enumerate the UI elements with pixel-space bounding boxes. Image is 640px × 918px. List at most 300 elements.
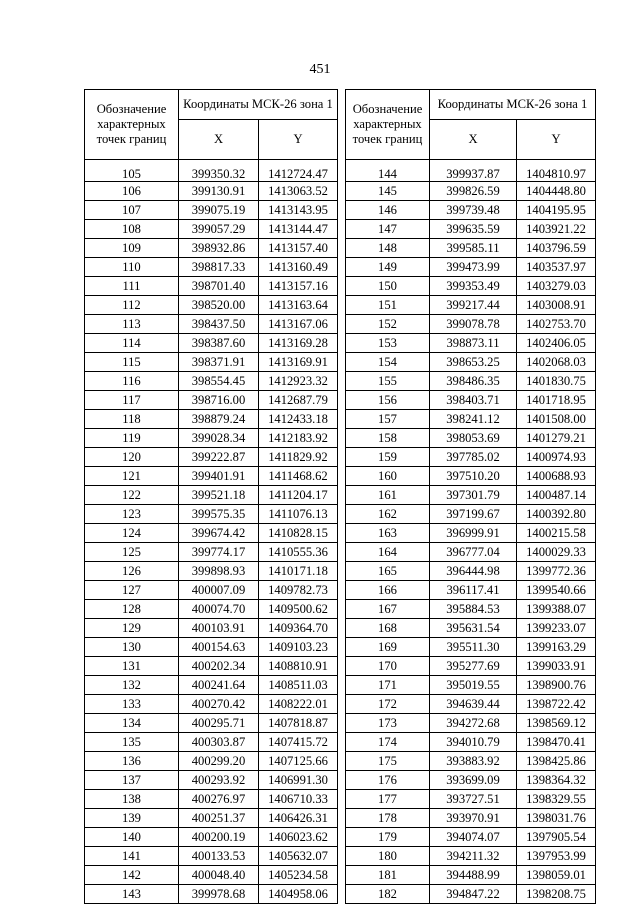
point-number-cell: 124: [85, 524, 179, 543]
point-number-cell: 180: [346, 847, 430, 866]
y-coordinate-cell: 1398425.86: [517, 752, 596, 771]
table-row: [346, 657, 596, 676]
y-column-header: Y: [259, 120, 338, 160]
x-coordinate-cell: 395511.30: [430, 638, 517, 657]
y-coordinate-cell: 1406710.33: [259, 790, 338, 809]
table-row: [346, 505, 596, 524]
point-number-cell: 117: [85, 391, 179, 410]
point-number-cell: 171: [346, 676, 430, 695]
table-row: [346, 315, 596, 334]
point-number-cell: 144: [346, 160, 430, 182]
y-coordinate-cell: 1412923.32: [259, 372, 338, 391]
y-coordinate-cell: 1406426.31: [259, 809, 338, 828]
y-coordinate-cell: 1398470.41: [517, 733, 596, 752]
x-coordinate-cell: 399057.29: [179, 220, 259, 239]
point-number-cell: 139: [85, 809, 179, 828]
table-row: [346, 581, 596, 600]
table-row: [85, 600, 338, 619]
point-number-cell: 137: [85, 771, 179, 790]
x-coordinate-cell: 399575.35: [179, 505, 259, 524]
point-number-cell: 129: [85, 619, 179, 638]
x-coordinate-cell: 398403.71: [430, 391, 517, 410]
table-body-right: [346, 160, 596, 904]
table-row: [85, 771, 338, 790]
x-coordinate-cell: 400295.71: [179, 714, 259, 733]
y-coordinate-cell: 1402406.05: [517, 334, 596, 353]
point-number-cell: 146: [346, 201, 430, 220]
y-coordinate-cell: 1397953.99: [517, 847, 596, 866]
x-coordinate-cell: 400133.53: [179, 847, 259, 866]
y-column-header: Y: [517, 120, 596, 160]
x-coordinate-cell: 399222.87: [179, 448, 259, 467]
point-number-cell: 167: [346, 600, 430, 619]
y-coordinate-cell: 1413157.16: [259, 277, 338, 296]
table-row: [85, 695, 338, 714]
table-row: [346, 258, 596, 277]
table-row: [346, 486, 596, 505]
table-row: [85, 429, 338, 448]
x-coordinate-cell: 398554.45: [179, 372, 259, 391]
x-coordinate-cell: 398371.91: [179, 353, 259, 372]
table-row: [85, 160, 338, 182]
y-coordinate-cell: 1407818.87: [259, 714, 338, 733]
y-coordinate-cell: 1406991.30: [259, 771, 338, 790]
table-row: [346, 296, 596, 315]
x-coordinate-cell: 399217.44: [430, 296, 517, 315]
x-coordinate-cell: 399028.34: [179, 429, 259, 448]
table-row: [346, 467, 596, 486]
point-number-cell: 179: [346, 828, 430, 847]
table-row: [85, 657, 338, 676]
y-coordinate-cell: 1412433.18: [259, 410, 338, 429]
point-number-cell: 114: [85, 334, 179, 353]
x-coordinate-cell: 399350.32: [179, 160, 259, 182]
x-coordinate-cell: 393699.09: [430, 771, 517, 790]
x-coordinate-cell: 399521.18: [179, 486, 259, 505]
table-row: [85, 201, 338, 220]
point-number-cell: 158: [346, 429, 430, 448]
x-coordinate-cell: 400074.70: [179, 600, 259, 619]
point-number-cell: 159: [346, 448, 430, 467]
y-coordinate-cell: 1409500.62: [259, 600, 338, 619]
point-number-cell: 134: [85, 714, 179, 733]
point-number-cell: 143: [85, 885, 179, 904]
y-coordinate-cell: 1407415.72: [259, 733, 338, 752]
point-number-cell: 172: [346, 695, 430, 714]
point-number-cell: 163: [346, 524, 430, 543]
table-row: [346, 638, 596, 657]
point-number-cell: 130: [85, 638, 179, 657]
y-coordinate-cell: 1411076.13: [259, 505, 338, 524]
table-row: [85, 277, 338, 296]
point-number-cell: 105: [85, 160, 179, 182]
x-coordinate-cell: 395019.55: [430, 676, 517, 695]
y-coordinate-cell: 1398059.01: [517, 866, 596, 885]
y-coordinate-cell: 1402068.03: [517, 353, 596, 372]
x-coordinate-cell: 399978.68: [179, 885, 259, 904]
point-number-cell: 168: [346, 619, 430, 638]
point-number-cell: 148: [346, 239, 430, 258]
y-coordinate-cell: 1403008.91: [517, 296, 596, 315]
point-number-cell: 110: [85, 258, 179, 277]
point-number-cell: 151: [346, 296, 430, 315]
y-coordinate-cell: 1413169.91: [259, 353, 338, 372]
x-coordinate-cell: 397510.20: [430, 467, 517, 486]
x-column-header: X: [179, 120, 259, 160]
x-coordinate-cell: 398653.25: [430, 353, 517, 372]
y-coordinate-cell: 1400392.80: [517, 505, 596, 524]
table-row: [85, 486, 338, 505]
y-coordinate-cell: 1398208.75: [517, 885, 596, 904]
point-number-cell: 173: [346, 714, 430, 733]
table-row: [85, 790, 338, 809]
y-coordinate-cell: 1404195.95: [517, 201, 596, 220]
y-coordinate-cell: 1412687.79: [259, 391, 338, 410]
y-coordinate-cell: 1398569.12: [517, 714, 596, 733]
table-row: [346, 600, 596, 619]
point-number-cell: 165: [346, 562, 430, 581]
x-coordinate-cell: 396777.04: [430, 543, 517, 562]
y-coordinate-cell: 1400215.58: [517, 524, 596, 543]
point-number-cell: 122: [85, 486, 179, 505]
table-row: [346, 790, 596, 809]
table-row: [346, 160, 596, 182]
y-coordinate-cell: 1404958.06: [259, 885, 338, 904]
table-row: [346, 885, 596, 904]
y-coordinate-cell: 1408511.03: [259, 676, 338, 695]
y-coordinate-cell: 1398364.32: [517, 771, 596, 790]
point-number-cell: 116: [85, 372, 179, 391]
x-coordinate-cell: 398520.00: [179, 296, 259, 315]
point-number-cell: 157: [346, 410, 430, 429]
table-row: [85, 353, 338, 372]
y-coordinate-cell: 1399033.91: [517, 657, 596, 676]
table-row: [346, 524, 596, 543]
y-coordinate-cell: 1400487.14: [517, 486, 596, 505]
table-row: [85, 828, 338, 847]
point-number-cell: 120: [85, 448, 179, 467]
y-coordinate-cell: 1413143.95: [259, 201, 338, 220]
table-row: [346, 695, 596, 714]
table-row: [346, 410, 596, 429]
point-number-cell: 106: [85, 182, 179, 201]
point-number-cell: 125: [85, 543, 179, 562]
y-coordinate-cell: 1412724.47: [259, 160, 338, 182]
table-row: [85, 448, 338, 467]
point-number-cell: 155: [346, 372, 430, 391]
y-coordinate-cell: 1400029.33: [517, 543, 596, 562]
table-row: [346, 220, 596, 239]
table-row: [346, 752, 596, 771]
y-coordinate-cell: 1406023.62: [259, 828, 338, 847]
x-coordinate-cell: 398387.60: [179, 334, 259, 353]
point-number-cell: 161: [346, 486, 430, 505]
point-number-cell: 154: [346, 353, 430, 372]
y-coordinate-cell: 1405632.07: [259, 847, 338, 866]
coordinates-header: Координаты МСК-26 зона 1: [179, 90, 338, 120]
y-coordinate-cell: 1401508.00: [517, 410, 596, 429]
y-coordinate-cell: 1413157.40: [259, 239, 338, 258]
table-row: [346, 866, 596, 885]
y-coordinate-cell: 1412183.92: [259, 429, 338, 448]
table-row: [85, 296, 338, 315]
point-number-cell: 128: [85, 600, 179, 619]
point-designation-header: Обозначение характерных точек границ: [346, 90, 430, 160]
point-number-cell: 162: [346, 505, 430, 524]
table-row: [85, 315, 338, 334]
y-coordinate-cell: 1397905.54: [517, 828, 596, 847]
x-coordinate-cell: 400007.09: [179, 581, 259, 600]
y-coordinate-cell: 1398722.42: [517, 695, 596, 714]
y-coordinate-cell: 1408222.01: [259, 695, 338, 714]
table-row: [85, 543, 338, 562]
table-row: [85, 714, 338, 733]
point-number-cell: 174: [346, 733, 430, 752]
x-coordinate-cell: 397199.67: [430, 505, 517, 524]
point-number-cell: 169: [346, 638, 430, 657]
x-coordinate-cell: 400251.37: [179, 809, 259, 828]
table-row: [85, 847, 338, 866]
table-row: [85, 258, 338, 277]
point-number-cell: 127: [85, 581, 179, 600]
point-number-cell: 113: [85, 315, 179, 334]
x-coordinate-cell: 394847.22: [430, 885, 517, 904]
table-row: [85, 182, 338, 201]
y-coordinate-cell: 1403921.22: [517, 220, 596, 239]
y-coordinate-cell: 1398900.76: [517, 676, 596, 695]
y-coordinate-cell: 1413160.49: [259, 258, 338, 277]
x-coordinate-cell: 400200.19: [179, 828, 259, 847]
y-coordinate-cell: 1401718.95: [517, 391, 596, 410]
x-coordinate-cell: 400202.34: [179, 657, 259, 676]
table-row: [346, 429, 596, 448]
x-coordinate-cell: 400303.87: [179, 733, 259, 752]
table-row: [85, 562, 338, 581]
x-coordinate-cell: 399473.99: [430, 258, 517, 277]
point-number-cell: 118: [85, 410, 179, 429]
point-number-cell: 135: [85, 733, 179, 752]
point-number-cell: 112: [85, 296, 179, 315]
point-number-cell: 160: [346, 467, 430, 486]
point-number-cell: 156: [346, 391, 430, 410]
y-coordinate-cell: 1399163.29: [517, 638, 596, 657]
point-number-cell: 107: [85, 201, 179, 220]
y-coordinate-cell: 1405234.58: [259, 866, 338, 885]
x-coordinate-cell: 396999.91: [430, 524, 517, 543]
y-coordinate-cell: 1411204.17: [259, 486, 338, 505]
table-row: [85, 372, 338, 391]
x-column-header: X: [430, 120, 517, 160]
x-coordinate-cell: 399130.91: [179, 182, 259, 201]
y-coordinate-cell: 1413169.28: [259, 334, 338, 353]
table-body-left: [85, 160, 338, 904]
y-coordinate-cell: 1399388.07: [517, 600, 596, 619]
point-number-cell: 170: [346, 657, 430, 676]
point-number-cell: 132: [85, 676, 179, 695]
table-row: [346, 562, 596, 581]
y-coordinate-cell: 1410828.15: [259, 524, 338, 543]
table-row: [85, 505, 338, 524]
point-number-cell: 178: [346, 809, 430, 828]
y-coordinate-cell: 1407125.66: [259, 752, 338, 771]
table-row: [85, 733, 338, 752]
table-row: [346, 733, 596, 752]
table-row: [346, 828, 596, 847]
table-row: [346, 771, 596, 790]
point-number-cell: 115: [85, 353, 179, 372]
y-coordinate-cell: 1413144.47: [259, 220, 338, 239]
point-number-cell: 181: [346, 866, 430, 885]
y-coordinate-cell: 1403796.59: [517, 239, 596, 258]
x-coordinate-cell: 399353.49: [430, 277, 517, 296]
point-number-cell: 176: [346, 771, 430, 790]
point-number-cell: 123: [85, 505, 179, 524]
x-coordinate-cell: 395631.54: [430, 619, 517, 638]
y-coordinate-cell: 1401279.21: [517, 429, 596, 448]
coordinates-header: Координаты МСК-26 зона 1: [430, 90, 596, 120]
table-row: [346, 543, 596, 562]
x-coordinate-cell: 398053.69: [430, 429, 517, 448]
x-coordinate-cell: 400103.91: [179, 619, 259, 638]
point-number-cell: 149: [346, 258, 430, 277]
y-coordinate-cell: 1403279.03: [517, 277, 596, 296]
point-number-cell: 136: [85, 752, 179, 771]
y-coordinate-cell: 1409782.73: [259, 581, 338, 600]
x-coordinate-cell: 398701.40: [179, 277, 259, 296]
point-number-cell: 121: [85, 467, 179, 486]
y-coordinate-cell: 1399772.36: [517, 562, 596, 581]
x-coordinate-cell: 399674.42: [179, 524, 259, 543]
point-number-cell: 108: [85, 220, 179, 239]
y-coordinate-cell: 1413167.06: [259, 315, 338, 334]
point-number-cell: 141: [85, 847, 179, 866]
point-number-cell: 133: [85, 695, 179, 714]
point-number-cell: 119: [85, 429, 179, 448]
x-coordinate-cell: 399826.59: [430, 182, 517, 201]
x-coordinate-cell: 399401.91: [179, 467, 259, 486]
x-coordinate-cell: 398932.86: [179, 239, 259, 258]
point-number-cell: 140: [85, 828, 179, 847]
table-row: [85, 866, 338, 885]
x-coordinate-cell: 398241.12: [430, 410, 517, 429]
x-coordinate-cell: 400299.20: [179, 752, 259, 771]
table-row: [346, 809, 596, 828]
x-coordinate-cell: 394211.32: [430, 847, 517, 866]
point-number-cell: 109: [85, 239, 179, 258]
table-row: [346, 239, 596, 258]
y-coordinate-cell: 1401830.75: [517, 372, 596, 391]
table-row: [346, 847, 596, 866]
table-row: [346, 372, 596, 391]
x-coordinate-cell: 399774.17: [179, 543, 259, 562]
table-row: [346, 353, 596, 372]
table-row: [85, 410, 338, 429]
coordinates-table-left: [84, 89, 338, 904]
table-row: [85, 220, 338, 239]
table-row: [85, 524, 338, 543]
table-row: [346, 619, 596, 638]
y-coordinate-cell: 1404448.80: [517, 182, 596, 201]
y-coordinate-cell: 1411468.62: [259, 467, 338, 486]
x-coordinate-cell: 400276.97: [179, 790, 259, 809]
point-number-cell: 145: [346, 182, 430, 201]
x-coordinate-cell: 394272.68: [430, 714, 517, 733]
y-coordinate-cell: 1404810.97: [517, 160, 596, 182]
x-coordinate-cell: 399635.59: [430, 220, 517, 239]
y-coordinate-cell: 1408810.91: [259, 657, 338, 676]
x-coordinate-cell: 400293.92: [179, 771, 259, 790]
table-row: [85, 638, 338, 657]
x-coordinate-cell: 399078.78: [430, 315, 517, 334]
table-row: [85, 619, 338, 638]
coordinates-table-right: [345, 89, 596, 904]
x-coordinate-cell: 400241.64: [179, 676, 259, 695]
table-row: [85, 752, 338, 771]
y-coordinate-cell: 1398329.55: [517, 790, 596, 809]
table-row: [85, 885, 338, 904]
point-number-cell: 150: [346, 277, 430, 296]
y-coordinate-cell: 1399540.66: [517, 581, 596, 600]
table-row: [346, 334, 596, 353]
point-number-cell: 182: [346, 885, 430, 904]
y-coordinate-cell: 1409364.70: [259, 619, 338, 638]
x-coordinate-cell: 398437.50: [179, 315, 259, 334]
point-number-cell: 138: [85, 790, 179, 809]
x-coordinate-cell: 398716.00: [179, 391, 259, 410]
y-coordinate-cell: 1403537.97: [517, 258, 596, 277]
point-number-cell: 175: [346, 752, 430, 771]
x-coordinate-cell: 394639.44: [430, 695, 517, 714]
y-coordinate-cell: 1400688.93: [517, 467, 596, 486]
x-coordinate-cell: 394010.79: [430, 733, 517, 752]
x-coordinate-cell: 397785.02: [430, 448, 517, 467]
point-number-cell: 177: [346, 790, 430, 809]
x-coordinate-cell: 398817.33: [179, 258, 259, 277]
x-coordinate-cell: 400154.63: [179, 638, 259, 657]
table-row: [85, 581, 338, 600]
y-coordinate-cell: 1410171.18: [259, 562, 338, 581]
x-coordinate-cell: 400270.42: [179, 695, 259, 714]
x-coordinate-cell: 396117.41: [430, 581, 517, 600]
x-coordinate-cell: 397301.79: [430, 486, 517, 505]
x-coordinate-cell: 393727.51: [430, 790, 517, 809]
x-coordinate-cell: 399585.11: [430, 239, 517, 258]
table-row: [85, 676, 338, 695]
y-coordinate-cell: 1413063.52: [259, 182, 338, 201]
x-coordinate-cell: 399739.48: [430, 201, 517, 220]
x-coordinate-cell: 399898.93: [179, 562, 259, 581]
table-row: [346, 676, 596, 695]
x-coordinate-cell: 396444.98: [430, 562, 517, 581]
page-number: 451: [309, 62, 331, 77]
point-number-cell: 164: [346, 543, 430, 562]
table-row: [346, 201, 596, 220]
x-coordinate-cell: 394074.07: [430, 828, 517, 847]
table-row: [346, 714, 596, 733]
x-coordinate-cell: 399075.19: [179, 201, 259, 220]
table-row: [85, 239, 338, 258]
table-row: [85, 467, 338, 486]
x-coordinate-cell: 399937.87: [430, 160, 517, 182]
y-coordinate-cell: 1410555.36: [259, 543, 338, 562]
y-coordinate-cell: 1411829.92: [259, 448, 338, 467]
point-number-cell: 152: [346, 315, 430, 334]
x-coordinate-cell: 400048.40: [179, 866, 259, 885]
y-coordinate-cell: 1398031.76: [517, 809, 596, 828]
table-row: [346, 277, 596, 296]
y-coordinate-cell: 1402753.70: [517, 315, 596, 334]
point-number-cell: 131: [85, 657, 179, 676]
